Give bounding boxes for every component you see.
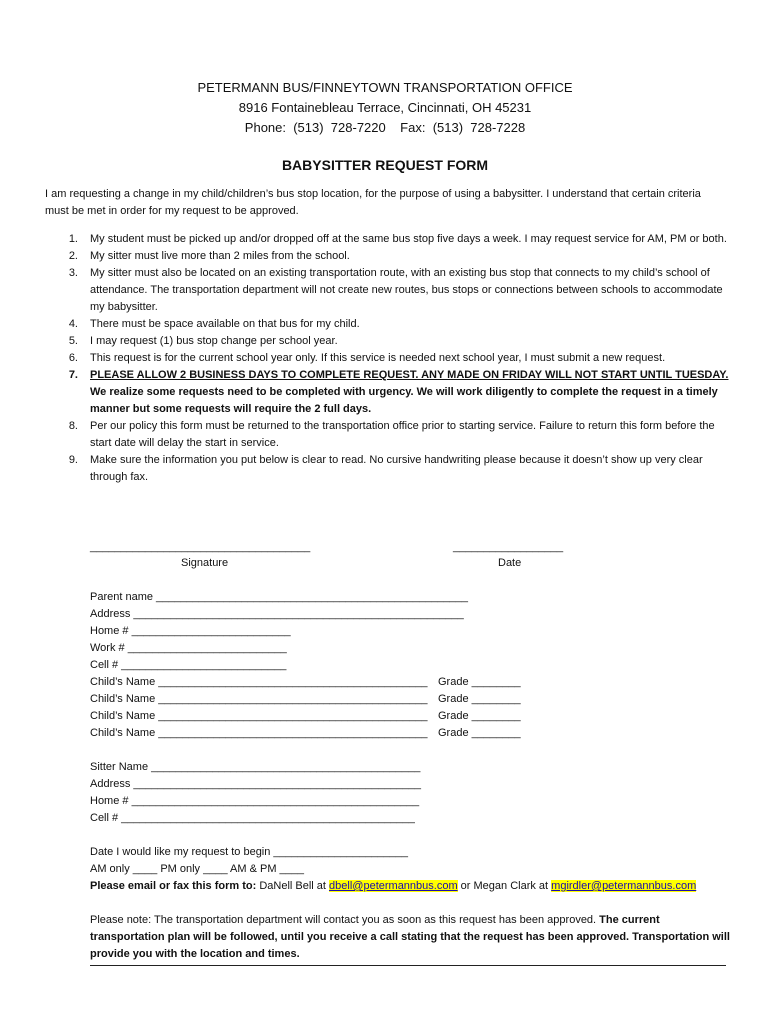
grade-field[interactable]: Grade ________ [438,693,521,705]
sitter-address-field[interactable]: Address _______________________________________________ [90,778,421,790]
list-item: 8. Per our policy this form must be returned to the transportation office prior to starting service. Failure to return this form before the start date will delay the start in service. [68,420,715,449]
child-name-field[interactable]: Child’s Name ____________________________________________ [90,693,428,705]
child-name-field[interactable]: Child’s Name ____________________________________________ [90,710,428,722]
bottom-rule [90,965,726,966]
list-item: 4. There must be space available on that bus for my child. [68,318,360,330]
grade-field[interactable]: Grade ________ [438,727,521,739]
child-name-field[interactable]: Child’s Name ____________________________________________ [90,727,428,739]
sitter-cell-phone-field[interactable]: Cell # ________________________________________________ [90,812,415,824]
grade-field[interactable]: Grade ________ [438,710,521,722]
list-item: 5. I may request (1) bus stop change per school year. [68,335,338,347]
sitter-home-phone-field[interactable]: Home # _______________________________________________ [90,795,420,807]
list-item-notice: 7. PLEASE ALLOW 2 BUSINESS DAYS TO COMPLETE REQUEST. ANY MADE ON FRIDAY WILL NOT START UNTIL TUESDAY. We realize some requests need to be completed with urgency. We will work diligently to complete the request in a timely manner but some requests will require the 2 full days. [68,369,729,415]
am-pm-field[interactable]: AM only ____ PM only ____ AM & PM ____ [90,863,305,875]
grade-field[interactable]: Grade ________ [438,676,521,688]
list-item: 9. Make sure the information you put below is clear to read. No cursive handwriting please because it doesn’t show up very clear through fax. [68,454,703,483]
date-label: Date [498,557,522,569]
office-name: PETERMANN BUS/FINNEYTOWN TRANSPORTATION OFFICE [197,80,573,95]
home-phone-field[interactable]: Home # __________________________ [90,625,291,637]
list-item: 6. This request is for the current school year only. If this service is needed next school year, I must submit a new request. [68,352,666,364]
begin-date-field[interactable]: Date I would like my request to begin ______________________ [90,846,409,858]
sitter-fields [90,759,421,827]
list-item: 3. My sitter must also be located on an existing transportation route, with an existing bus stop that connects to my child’s school of attendance. The transportation department will not create new routes, bus stops or connections between schools to accommodate my babysitter. [68,267,723,313]
cell-phone-field[interactable]: Cell # ___________________________ [90,659,287,671]
list-item: 2. My sitter must live more than 2 miles from the school. [68,250,350,262]
submission-instructions: Please email or fax this form to: DaNell Bell at dbell@petermannbus.com or Megan Clark at mgirdler@petermannbus.com [90,880,697,892]
office-phone-fax: Phone: (513) 728-7220 Fax: (513) 728-7228 [244,120,526,135]
date-line[interactable]: __________________ [453,541,564,553]
office-address: 8916 Fontainebleau Terrace, Cincinnati, OH 45231 [238,100,532,115]
work-phone-field[interactable]: Work # __________________________ [90,642,287,654]
sitter-name-field[interactable]: Sitter Name ____________________________________________ [90,761,421,773]
email-link-dbell[interactable]: dbell@petermannbus.com [329,880,458,892]
list-item: 1. My student must be picked up and/or dropped off at the same bus stop five days a week. I may request service for AM, PM or both. [68,233,727,245]
form-title: BABYSITTER REQUEST FORM [281,157,489,173]
parent-fields [90,589,468,742]
office-header [0,78,770,138]
intro-paragraph: I am requesting a change in my child/children’s bus stop location, for the purpose of using a babysitter. I understand that certain criteria must be met in order for my request to be approved. [45,188,701,217]
child-name-field[interactable]: Child’s Name ____________________________________________ [90,676,428,688]
please-note: Please note: The transportation department will contact you as soon as this request has been approved. The current transportation plan will be followed, until you receive a call stating that the request has been approved. Transportation will provide you with the location and times. [90,914,730,960]
signature-label: Signature [181,557,229,569]
grade-fields [438,674,521,742]
request-details [90,844,696,895]
business-days-notice: PLEASE ALLOW 2 BUSINESS DAYS TO COMPLETE REQUEST. ANY MADE ON FRIDAY WILL NOT START UNTIL TUESDAY. [90,369,729,381]
parent-name-field[interactable]: Parent name ___________________________________________________ [90,591,469,603]
address-field[interactable]: Address ______________________________________________________ [90,608,464,620]
email-link-mgirdler[interactable]: mgirdler@petermannbus.com [551,880,697,892]
signature-line[interactable]: ____________________________________ [90,541,311,553]
criteria-list [45,231,735,486]
